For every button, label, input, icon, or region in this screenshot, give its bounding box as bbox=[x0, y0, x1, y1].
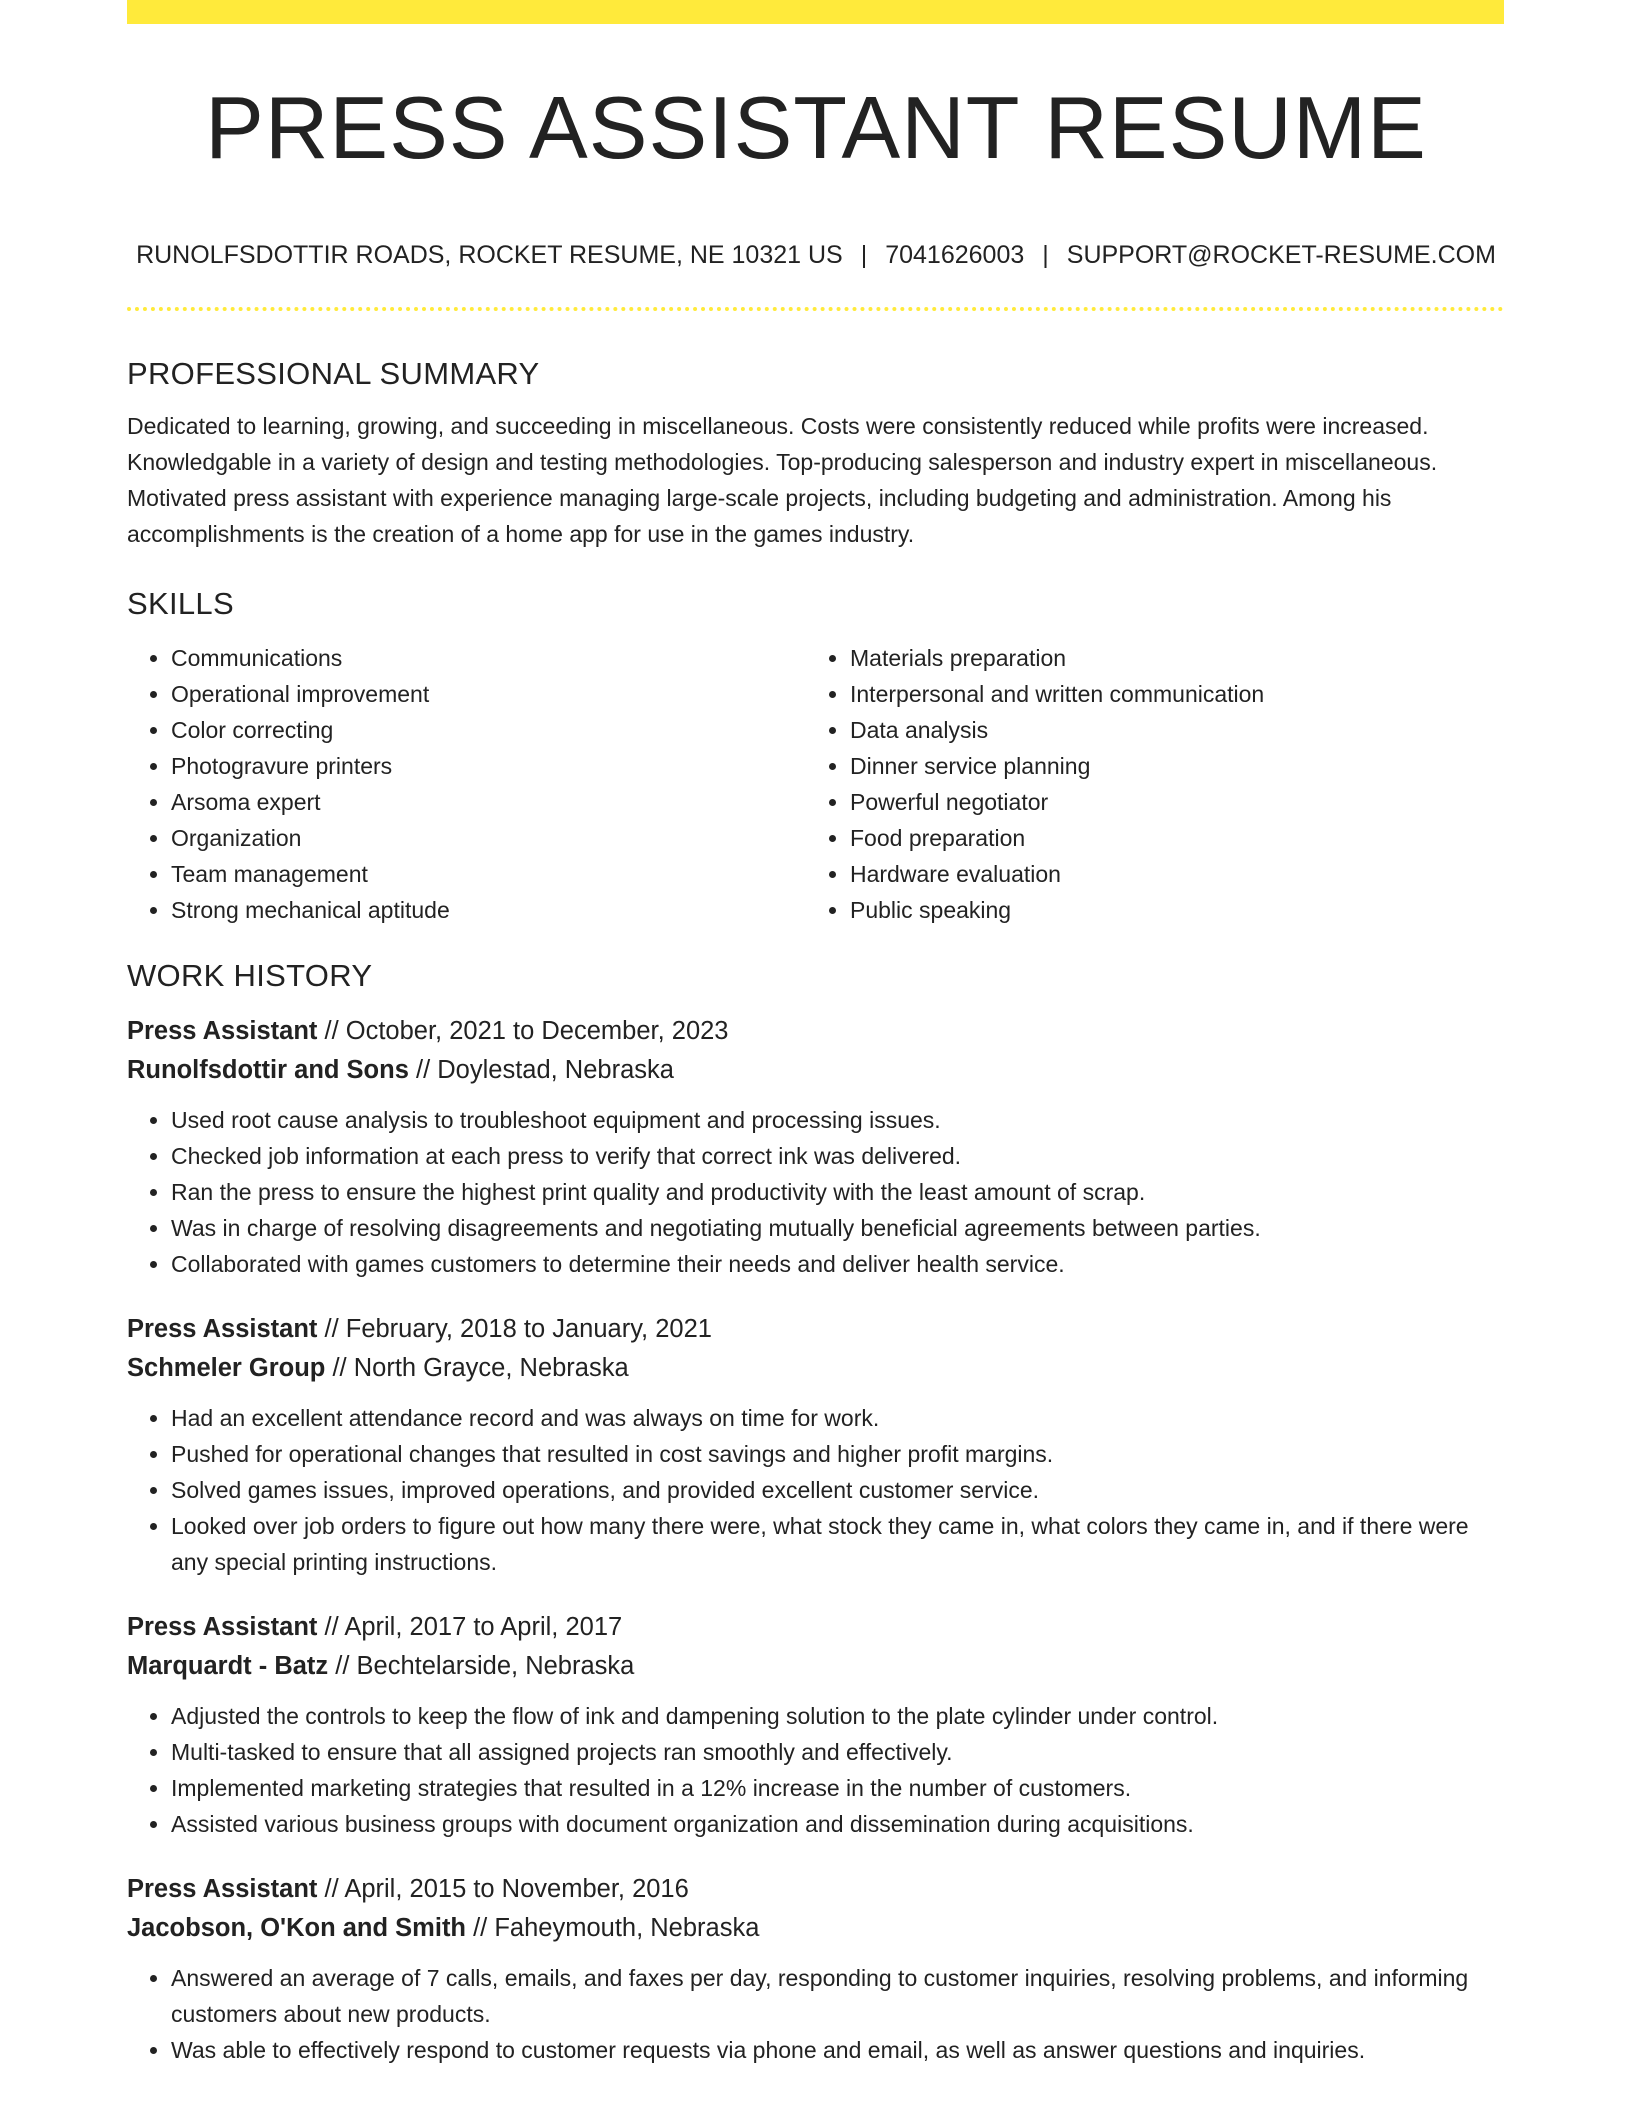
skills-heading: SKILLS bbox=[127, 586, 234, 621]
contact-line bbox=[0, 238, 1632, 272]
skill-item: • Data analysis bbox=[850, 712, 1485, 748]
contact-separator: | bbox=[1042, 241, 1049, 269]
job-bullet: • Checked job information at each press to verify that correct ink was delivered. bbox=[171, 1138, 1504, 1174]
skill-item: • Hardware evaluation bbox=[850, 856, 1485, 892]
job-bullet: • Multi-tasked to ensure that all assigned projects ran smoothly and effectively. bbox=[171, 1734, 1504, 1770]
job-bullet: • Solved games issues, improved operations, and provided excellent customer service. bbox=[171, 1472, 1504, 1508]
job-company: Schmeler Group bbox=[127, 1354, 326, 1382]
job-bullets bbox=[127, 1102, 1504, 1282]
job-bullet: • Collaborated with games customers to determine their needs and deliver health service. bbox=[171, 1246, 1504, 1282]
skill-item: • Operational improvement bbox=[171, 676, 806, 712]
job-company-line bbox=[127, 1647, 1504, 1686]
job-entry bbox=[127, 1870, 1504, 2068]
job-title-line bbox=[127, 1310, 1504, 1349]
work-history-heading: WORK HISTORY bbox=[127, 958, 373, 993]
skill-item: • Arsoma expert bbox=[171, 784, 806, 820]
summary-text: Dedicated to learning, growing, and succeeding in miscellaneous. Costs were consistently reduced while profits were increased. Knowledgable in a variety of design and testing methodologies. Top-producing salesperson and industry expert in miscellaneous. Motivated press assistant with experience managing large-scale projects, including budgeting and administration. Among his accomplishments is the creation of a home app for use in the games industry. bbox=[127, 413, 1438, 547]
job-bullet: • Implemented marketing strategies that resulted in a 12% increase in the number of customers. bbox=[171, 1770, 1504, 1806]
top-accent-bar bbox=[127, 0, 1504, 24]
job-bullet: • Was in charge of resolving disagreements and negotiating mutually beneficial agreements between parties. bbox=[171, 1210, 1504, 1246]
skill-item: • Dinner service planning bbox=[850, 748, 1485, 784]
contact-phone: 7041626003 bbox=[885, 241, 1025, 269]
job-title: Press Assistant bbox=[127, 1017, 318, 1045]
job-title-line bbox=[127, 1870, 1504, 1909]
skill-item: • Photogravure printers bbox=[171, 748, 806, 784]
job-title-line bbox=[127, 1012, 1504, 1051]
job-company: Jacobson, O'Kon and Smith bbox=[127, 1914, 467, 1942]
job-title: Press Assistant bbox=[127, 1613, 318, 1641]
job-bullet: • Assisted various business groups with document organization and dissemination during acquisitions. bbox=[171, 1806, 1504, 1842]
job-dates: // April, 2017 to April, 2017 bbox=[317, 1613, 623, 1641]
job-dates: // April, 2015 to November, 2016 bbox=[317, 1875, 689, 1903]
job-company: Marquardt - Batz bbox=[127, 1652, 329, 1680]
skill-item: • Powerful negotiator bbox=[850, 784, 1485, 820]
job-bullet: • Ran the press to ensure the highest print quality and productivity with the least amount of scrap. bbox=[171, 1174, 1504, 1210]
skill-item: • Strong mechanical aptitude bbox=[171, 892, 806, 928]
job-title: Press Assistant bbox=[127, 1875, 318, 1903]
job-location: // Doylestad, Nebraska bbox=[408, 1056, 674, 1084]
job-title-line bbox=[127, 1608, 1504, 1647]
skill-item: • Color correcting bbox=[171, 712, 806, 748]
job-bullets bbox=[127, 1698, 1504, 1842]
job-bullets bbox=[127, 1400, 1504, 1580]
skill-item: • Team management bbox=[171, 856, 806, 892]
job-entry bbox=[127, 1310, 1504, 1580]
resume-title: PRESS ASSISTANT RESUME bbox=[205, 78, 1427, 177]
job-company-line bbox=[127, 1909, 1504, 1948]
job-entry bbox=[127, 1608, 1504, 1842]
contact-address: RUNOLFSDOTTIR ROADS, ROCKET RESUME, NE 10321 US bbox=[136, 241, 843, 269]
job-location: // Bechtelarside, Nebraska bbox=[328, 1652, 635, 1680]
resume-content bbox=[127, 352, 1504, 2068]
job-bullet: • Was able to effectively respond to customer requests via phone and email, as well as answer questions and inquiries. bbox=[171, 2032, 1504, 2068]
job-bullet: • Pushed for operational changes that resulted in cost savings and higher profit margins. bbox=[171, 1436, 1504, 1472]
skill-item: • Organization bbox=[171, 820, 806, 856]
skill-item: • Public speaking bbox=[850, 892, 1485, 928]
job-dates: // February, 2018 to January, 2021 bbox=[317, 1315, 712, 1343]
skill-item: • Interpersonal and written communication bbox=[850, 676, 1485, 712]
skills-columns bbox=[127, 640, 1504, 928]
job-bullet: • Answered an average of 7 calls, emails, and faxes per day, responding to customer inquiries, resolving problems, and informing customers about new products. bbox=[171, 1960, 1504, 2032]
job-dates: // October, 2021 to December, 2023 bbox=[317, 1017, 729, 1045]
summary-heading: PROFESSIONAL SUMMARY bbox=[127, 356, 540, 391]
contact-email: SUPPORT@ROCKET-RESUME.COM bbox=[1066, 241, 1496, 269]
skills-list-left bbox=[127, 640, 806, 928]
job-company: Runolfsdottir and Sons bbox=[127, 1056, 409, 1084]
skill-item: • Communications bbox=[171, 640, 806, 676]
job-location: // Faheymouth, Nebraska bbox=[466, 1914, 760, 1942]
job-bullet: • Adjusted the controls to keep the flow of ink and dampening solution to the plate cylinder under control. bbox=[171, 1698, 1504, 1734]
job-bullets bbox=[127, 1960, 1504, 2068]
job-entry bbox=[127, 1012, 1504, 1282]
job-company-line bbox=[127, 1051, 1504, 1090]
skill-item: • Materials preparation bbox=[850, 640, 1485, 676]
skill-item: • Food preparation bbox=[850, 820, 1485, 856]
job-title: Press Assistant bbox=[127, 1315, 318, 1343]
job-bullet: • Looked over job orders to figure out how many there were, what stock they came in, what colors they came in, and if there were any special printing instructions. bbox=[171, 1508, 1504, 1580]
skills-list-right bbox=[806, 640, 1485, 928]
contact-separator: | bbox=[860, 241, 868, 269]
job-company-line bbox=[127, 1349, 1504, 1388]
job-location: // North Grayce, Nebraska bbox=[325, 1354, 629, 1382]
header-divider bbox=[127, 307, 1504, 311]
job-bullet: • Had an excellent attendance record and was always on time for work. bbox=[171, 1400, 1504, 1436]
job-bullet: • Used root cause analysis to troubleshoot equipment and processing issues. bbox=[171, 1102, 1504, 1138]
